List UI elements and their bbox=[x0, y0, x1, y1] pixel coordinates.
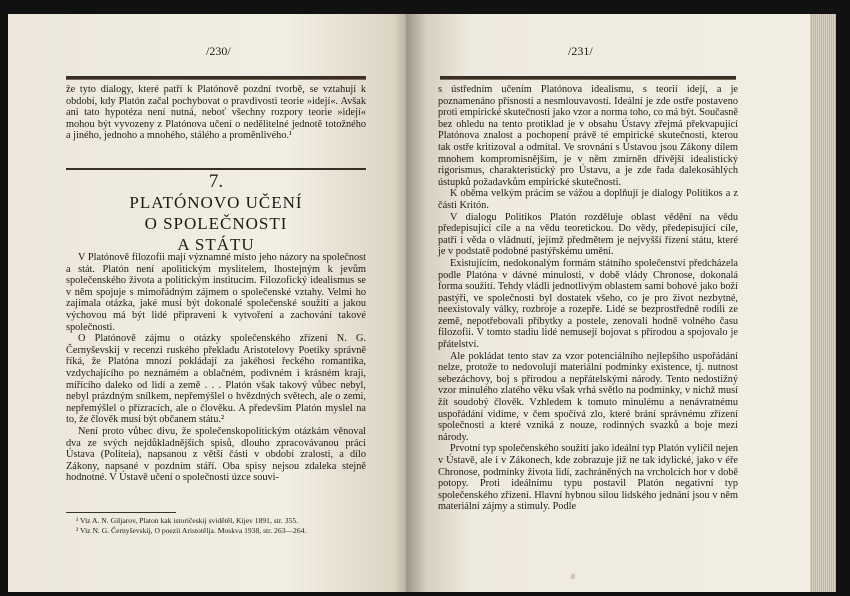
chapter-title bbox=[66, 192, 366, 255]
page-number-left: /230/ bbox=[206, 44, 231, 58]
chapter-number: 7. bbox=[208, 171, 224, 192]
body-paragraph: K oběma velkým prácím se vážou a doplňují je dialogy Politikos a z části Kritón. bbox=[438, 188, 738, 211]
right-body bbox=[438, 84, 738, 513]
body-paragraph: s ústředním učením Platónova idealismu, s teorií idejí, a je poznamenáno přísností a nesmlouvavostí. Ideální je zde ostře postaveno proti empirické skutečnosti jako vzor a norma toho, co má být. Současně bez ohledu na tento protiklad je v obsahu Ústavy zřejmá překvapující Platónova znalost a pochopení právě té empirické skutečnosti, kterou tak ostře kritizoval a odmítal. Ve srovnání s Ústavou jsou Zákony dílem mnohem kompromisnějším, je v něm zmírněn dřívější idealistický rigorismus, charakteristický pro Ústavu, a je zde řada dalekosáhlých ústupků požadavkům empirické skutečnosti. bbox=[438, 84, 738, 188]
left-page bbox=[8, 14, 406, 592]
paper-blemish bbox=[571, 574, 575, 579]
book-spread bbox=[8, 14, 836, 592]
chapter-title-line: PLATÓNOVO UČENÍ bbox=[129, 193, 303, 212]
body-paragraph: Ale pokládat tento stav za vzor potenciálního nejlepšího uspořádání nelze, protože to nedovolují materiální podmínky existence, tj. nutnost sebezáchovy, boj s přírodou a nepřátelskými národy. Tento nedostižný vzor minulého zlatého věku však vrhá světlo na podmínky, v nichž musí žít soudobý člověk. Vzhledem k tomuto minulému a nenávratnému uspořádání vidíme, v čem spočívá zlo, které brání správnému zřízení společnosti a které vzniká z nouze, rodinných svazků a boje mezi národy. bbox=[438, 350, 738, 443]
intro-paragraph: že tyto dialogy, které patří k Platónově pozdní tvorbě, se vztahují k období, kdy Platón začal pochybovat o pravdivosti teorie »idejí«. Avšak ani tato hypotéza není nutná, neboť všechny rozpory teorie »idejí« mohou být vyvozeny z Platónova učení o nedělitelné jednotě totožného a jiného, jednoho a mnohého, stálého a proměnlivého.¹ bbox=[66, 84, 366, 142]
body-paragraph: Prvotní typ společenského soužití jako ideální typ Platón vyličil nejen v Ústavě, ale i v Zákonech, kde zobrazuje již ne tak idylické, jako v éře Chronose, podmínky života lidí, zachráněných na vrcholcích hor v době potopy. Proti ideálnímu typu postavil Platón negativní typ společenského zřízení. Hlavní hybnou silou lidského jednání jsou v něm materiální zájmy a stimuly. Podle bbox=[438, 443, 738, 513]
body-paragraph: V Platónově filozofii mají významné místo jeho názory na společnost a stát. Platón není apolitickým myslitelem, lhostejným k jevům společenského života a politickým institucím. Filozofický idealismus se v něm spojuje s mimořádným zájmem o společenské vztahy. Velmi ho zajímala otázka, jaké musí být dokonalé společenské soužití a jakou výchovou má být lidé připraveni k vytvoření a zachování takové společnosti. bbox=[66, 252, 366, 333]
footnote-rule bbox=[66, 512, 176, 513]
intro-text bbox=[66, 84, 366, 142]
body-paragraph: O Platónově zájmu o otázky společenského zřízení N. G. Černyševskij v recenzi ruského překladu Aristotelovy Poetiky správně říká, že Platóna mnozí pokládají za jakéhosi řeckého romantika, vzdychajícího po neznámém a oblačném, podivném i krásném kraji, mířícího daleko od lidí a země . . . Platón však takový vůbec nebyl, nebyl prázdným snílkem, nepřemýšlel o hvězdných světech, ale o zemi, nepřemýšlel o přízracích, ale o člověku. A především Platón myslel na to, že člověk musí být občanem státu.² bbox=[66, 333, 366, 426]
footnote: ² Viz N. G. Černyševskij, O poezii Aristotělja. Moskva 1938, str. 263—264. bbox=[76, 526, 307, 535]
header-rule-right bbox=[440, 76, 736, 80]
chapter-rule bbox=[66, 168, 366, 170]
footnote: ¹ Viz A. N. Giljarov, Platon kak istoričeskij svidětěl, Kijev 1891, str. 355. bbox=[76, 516, 299, 525]
chapter-title-line: O SPOLEČNOSTI bbox=[144, 214, 288, 233]
body-paragraph: Není proto vůbec divu, že společenskopolitickým otázkám věnoval dva ze svých nejdůkladnějších spisů, dlouho zpracovávanou práci Ústava (Politeia), napsanou z větší části v období zralosti, a dílo Zákony, napsané v pozdním stáří. Oba spisy nejsou zdaleka stejně hodnotné. V Ústavě učení o společnosti úzce souvi- bbox=[66, 425, 366, 484]
page-number-right: /231/ bbox=[568, 44, 593, 58]
footnotes bbox=[66, 516, 366, 536]
header-rule-left bbox=[66, 76, 366, 80]
body-paragraph: Existujícím, nedokonalým formám státního společenství předcházela podle Platóna v dávné minulosti, v době vlády Chronose, dokonalá forma soužití. Tehdy vládli jednotlivým oblastem sami bohové jako boží pastýři, ve společnosti byl dostatek všeho, co je pro život nezbytné, neexistovaly války, rozbroje a rozepře. Lidé se bezprostředně rodili ze země, nepotřebovali příbytky a postele, zenovali hodně volného času filozofii. V tomto stadiu lidé nemusejí bojovat s přírodou a spojovalo je přátelství. bbox=[438, 257, 738, 351]
chapter-body bbox=[66, 252, 366, 484]
body-paragraph: V dialogu Politikos Platón rozděluje oblast vědění na vědu předepisující cíle a na vědu teoretickou. Do vědy, předepisující cíle, patří i věda o vládnutí, jejímž předmětem je nejvyšší řízení státu, které je v podstatě podobné pastýřskému umění. bbox=[438, 211, 738, 258]
chapter-title-line: A STÁTU bbox=[177, 235, 255, 254]
page-edges bbox=[810, 14, 836, 592]
right-page bbox=[406, 14, 810, 592]
